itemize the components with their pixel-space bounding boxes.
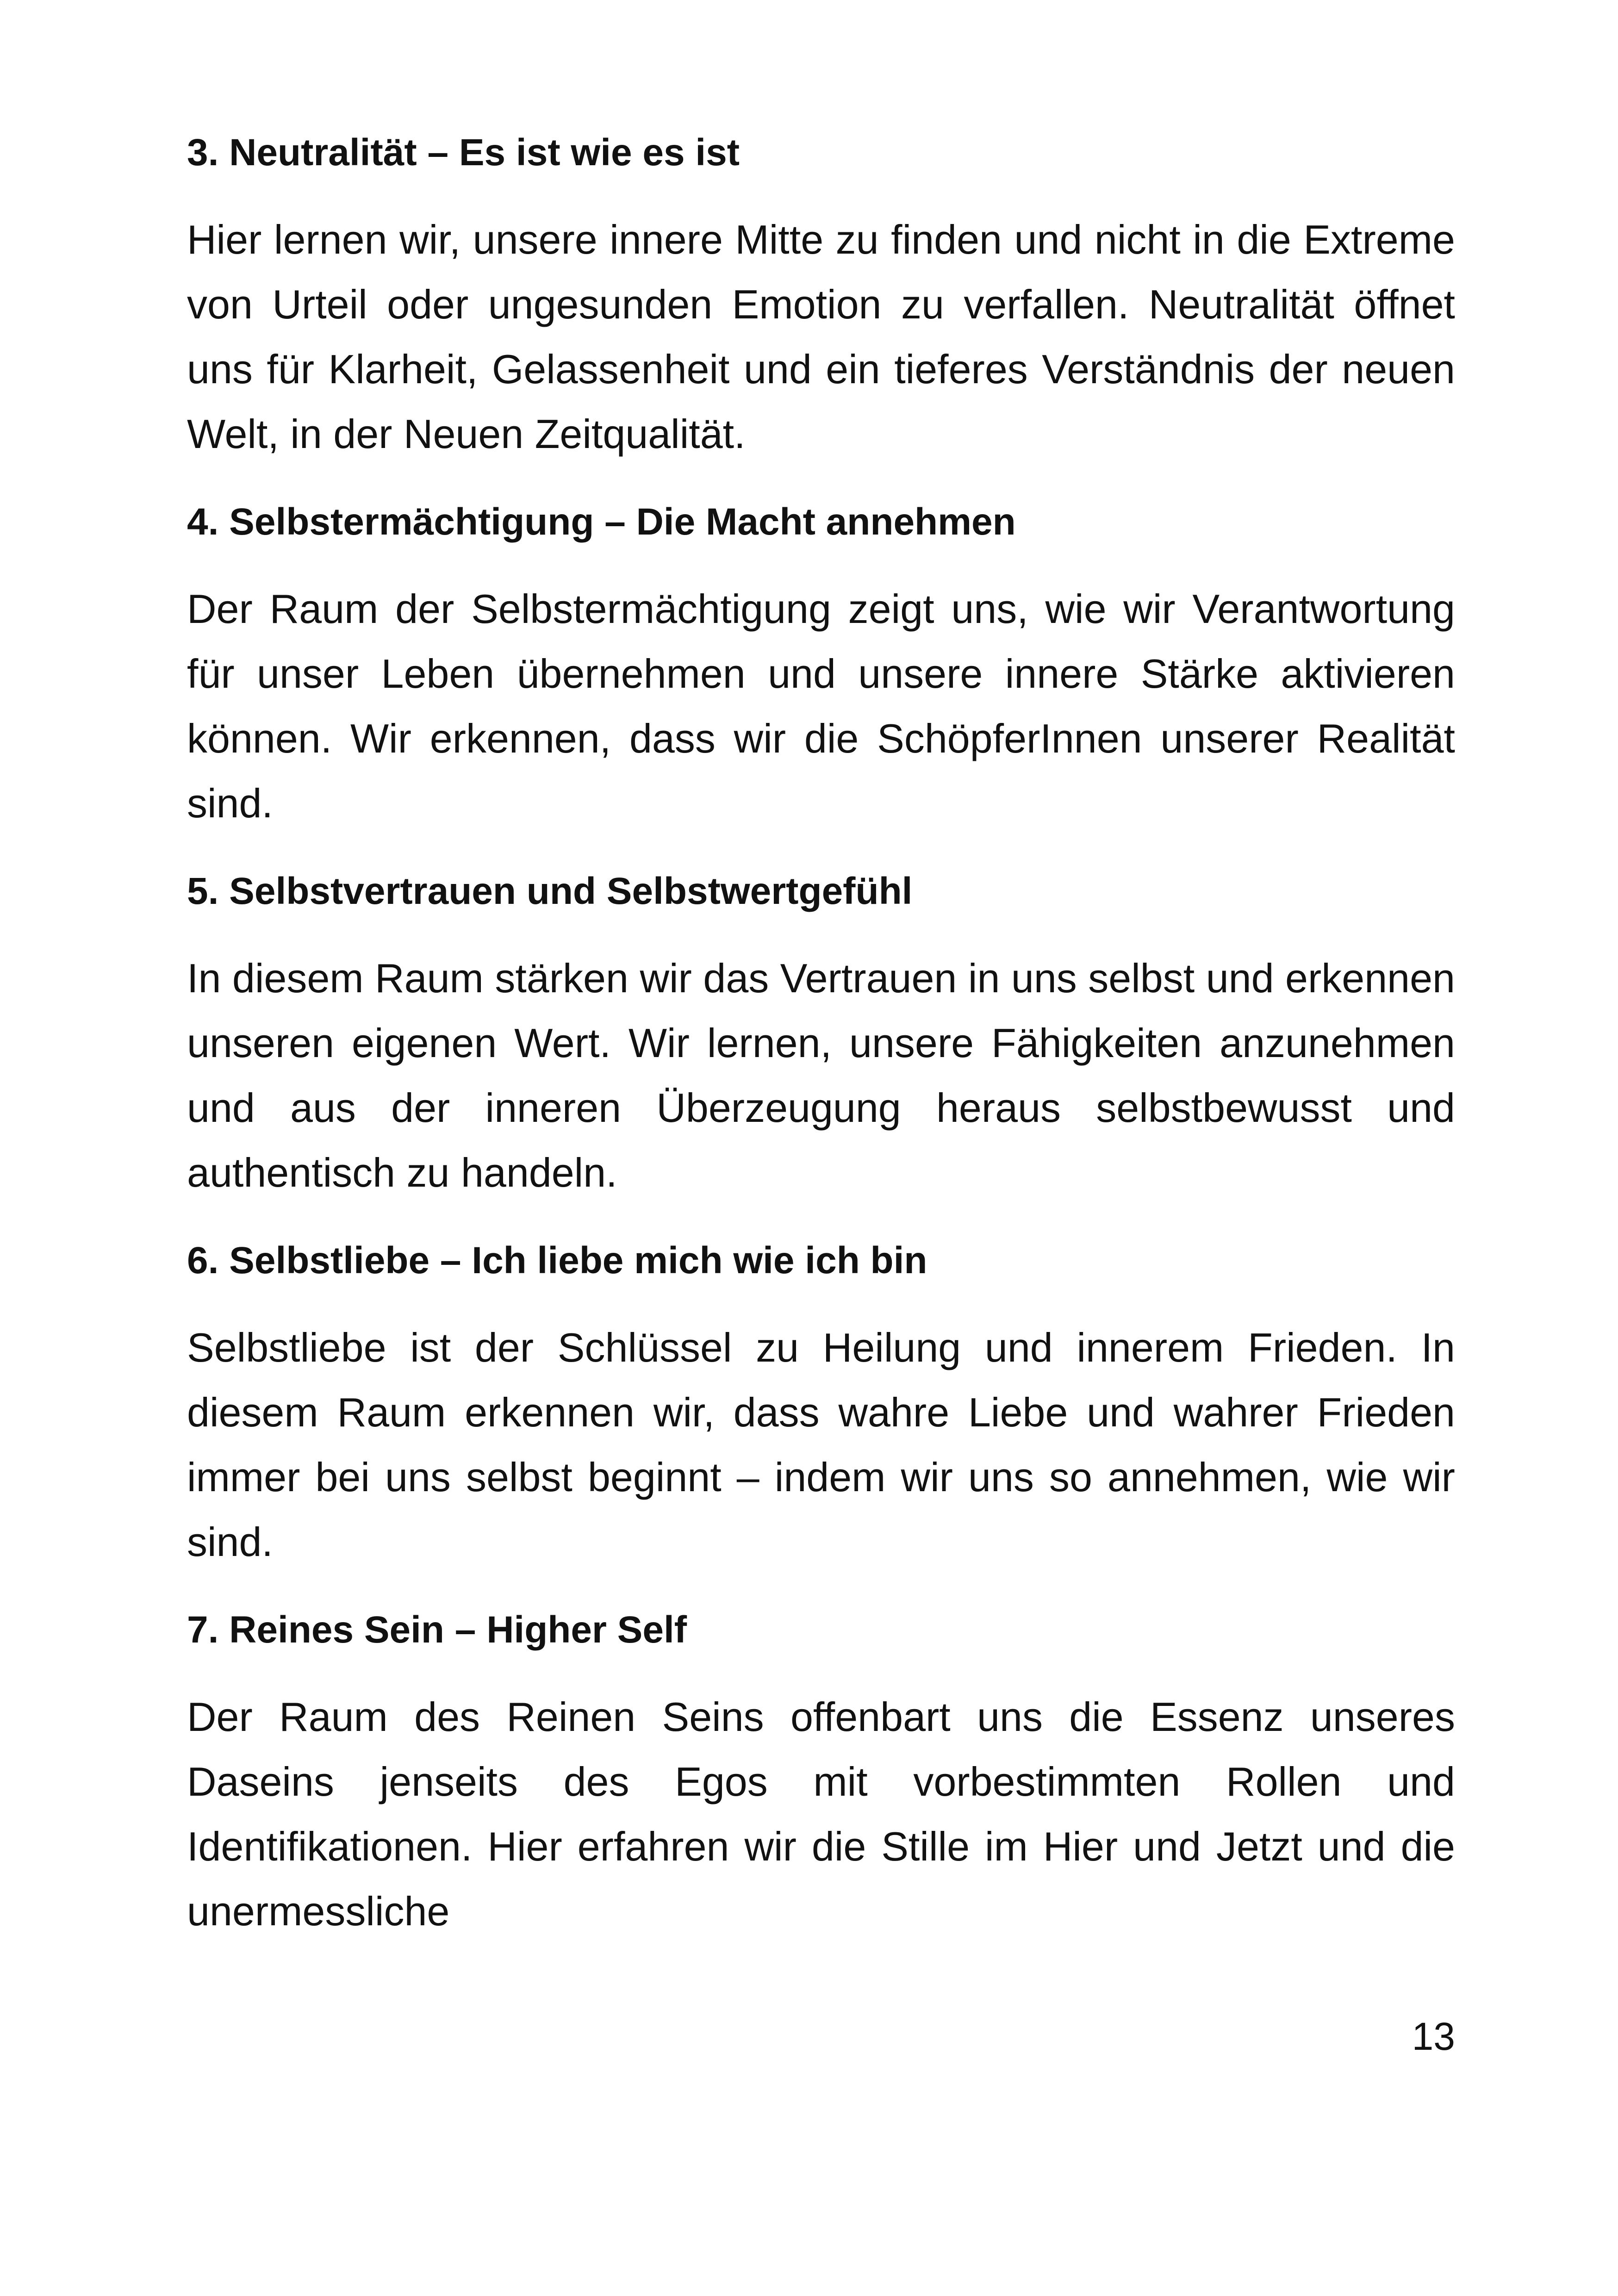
section-heading: 4. Selbstermächtigung – Die Macht annehmen [187, 501, 1016, 543]
section-body: Der Raum der Selbstermächtigung zeigt uns, wie wir Verantwortung für unser Leben übernehmen und unsere innere Stärke aktivieren können. Wir erkennen, dass wir die SchöpferInnen unserer Realität sind. [187, 586, 1455, 826]
section-body: In diesem Raum stärken wir das Vertrauen in uns selbst und erkennen unseren eigenen Wert. Wir lernen, unsere Fähigkeiten anzunehmen und aus der inneren Überzeugung heraus selbstbewusst und authentisch zu handeln. [187, 955, 1455, 1195]
section-heading: 3. Neutralität – Es ist wie es ist [187, 131, 740, 174]
section-body: Der Raum des Reinen Seins offenbart uns die Essenz unseres Daseins jenseits des Egos mit vorbestimmten Rollen und Identifikationen. Hier erfahren wir die Stille im Hier und Jetzt und die unermessliche [187, 1694, 1455, 1934]
section-neutralitaet [187, 125, 1455, 467]
section-heading: 5. Selbstvertrauen und Selbstwertgefühl [187, 870, 913, 912]
section-heading: 7. Reines Sein – Higher Self [187, 1609, 687, 1651]
section-selbstermaechtigung [187, 494, 1455, 836]
page-number: 13 [1412, 2015, 1455, 2058]
section-heading: 6. Selbstliebe – Ich liebe mich wie ich bin [187, 1239, 927, 1282]
section-body: Selbstliebe ist der Schlüssel zu Heilung und innerem Frieden. In diesem Raum erkennen wir, dass wahre Liebe und wahrer Frieden immer bei uns selbst beginnt – indem wir uns so annehmen, wie wir sind. [187, 1325, 1455, 1565]
document-page [187, 125, 1455, 1972]
section-selbstvertrauen [187, 864, 1455, 1205]
section-selbstliebe [187, 1233, 1455, 1574]
section-body: Hier lernen wir, unsere innere Mitte zu finden und nicht in die Extreme von Urteil oder ungesunden Emotion zu verfallen. Neutralität öffnet uns für Klarheit, Gelassenheit und ein tieferes Verständnis der neuen Welt, in der Neuen Zeitqualität. [187, 217, 1455, 457]
section-reines-sein [187, 1602, 1455, 1944]
